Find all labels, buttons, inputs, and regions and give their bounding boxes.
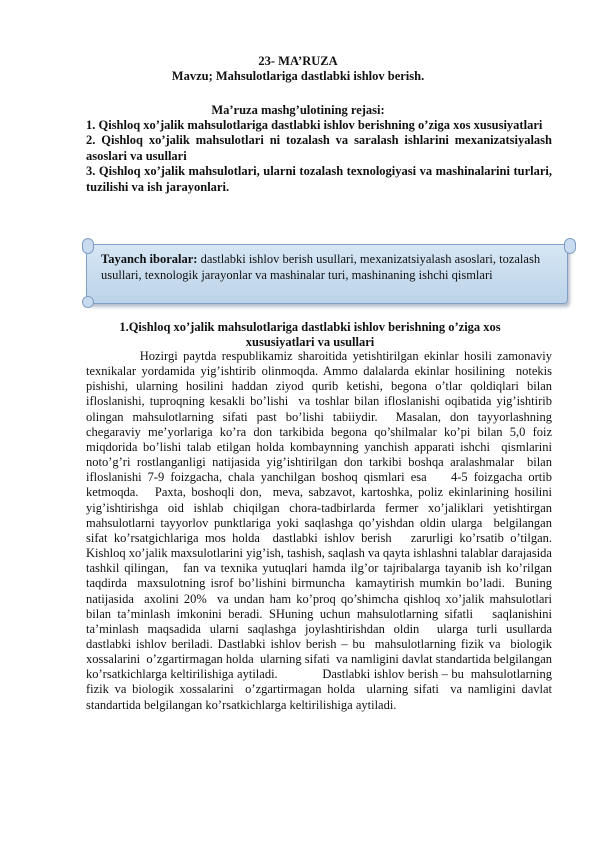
plan-title: Ma’ruza mashg’ulotining rejasi: — [211, 103, 385, 117]
section-title: 1.Qishloq xo’jalik mahsulotlariga dastlabki ishlov berishning o’ziga xos xususiyatlari va usullari — [119, 320, 501, 349]
scroll-body — [86, 244, 568, 304]
plan-list — [86, 118, 552, 195]
scroll-curl-left-icon — [82, 238, 94, 254]
key-terms-scroll-banner — [80, 236, 586, 308]
plan-item-2: 2. Qishloq xo’jalik mahsulotlari ni tozalash va saralash ishlarini mexanizatsiyalash asoslari va usullari — [86, 133, 552, 163]
key-terms-content: dastlabki ishlov berish usullari, mexanizatsiyalash asoslari, tozalash usullari, texnologik jarayonlar va mashinalar turi, mashinaning ishchi qismlari — [101, 252, 541, 282]
key-terms-text — [101, 251, 559, 283]
plan-item-1: 1. Qishloq xo’jalik mahsulotlariga dastlabki ishlov berishning o’ziga xos xususiyatlari — [86, 118, 543, 132]
body-paragraph: Hozirgi paytda respublikamiz sharoitida yetishtirilgan ekinlar hosili zamonaviy texnikalar yordamida yig’ishtirib olinmoqda. Ammo dalalarda ekinlar hosilining notekis pishishi, ularning hosilini haddan ziyod qurib ketishi, begona o’tlar qoldiqlari bilan ifloslanishi, tuproqning kesakli bo’lishi va toshlar bilan ifloslanishi oqibatida yig’ishtirib olingan mahsulotlarning sifati past bo’lishi tabiiydir. Masalan, don tayyorlashning chegaraviy me’yorlariga ko’ra don tarkibida begona qo’shilmalar ko’pi bilan 5,0 foiz miqdorida bo’lishi talab etilgan holda kombaynning yanchish apparati ishchi qismlarini noto’g’ri rostlanganligi natijasida yig’ishtirilgan don tarkibi boshqa aralashmalar bilan ifloslanishi 7-9 foizgacha, chala yanchilgan boshoq qismlari esa 4-5 foizgacha ortib ketmoqda. Paxta, boshoqli don, meva, sabzavot, kartoshka, poliz ekinlarining hosilini yig’ishtirishga oid ishlab chiqilgan chora-tadbirlarda fermer xo’jaliklari yetishtirgan mahsulotlarni tayyorlov punktlariga yoki saqlashga qo’yishdan oldin ularga belgilangan sifat ko’rsatgichlariga mos holda dastlabki ishlov berish zarurligi ko’rsatib o’tilgan. Kishloq xo’jalik maxsulotlarini yig’ish, tashish, saqlash va qayta ishlashni talablar darajasida tashkil qilingan, fan va texnika yutuqlari hamda ilg’or tajribalarga tayanib ish ko’rilgan taqdirda maxsulotning isrof bo’lishini birmuncha kamaytirish mumkin bo’ladi. Buning natijasida axolini 20% va undan ham ko’proq qo’shimcha qishloq xo’jalik mahsulotlari bilan ta’minlash imkonini beradi. SHuning uchun mahsulotlarning sifatli saqlanishini ta’minlash maqsadida ularni saqlashga joylashtirishdan oldin ularga turli usullarda dastlabki ishlov beriladi. Dastlabki ishlov berish – bu mahsulotlarning fizik va biologik xossalarini o’zgartirmagan holda ularning sifati va namligini davlat standartida belgilangan ko’rsatkichlarga keltirilishiga aytiladi. Dastlabki ishlov berish – bu mahsulotlarning fizik va biologik xossalarini o’zgartirmagan holda ularning sifati va namligini davlat standartida belgilangan ko’rsatkichlarga keltirilishiga aytiladi. — [86, 349, 559, 712]
lecture-topic: Mavzu; Mahsulotlariga dastlabki ishlov berish. — [171, 69, 425, 83]
scroll-curl-bottom-icon — [82, 296, 94, 308]
key-terms-label: Tayanch iboralar: — [101, 252, 198, 266]
scroll-curl-right-icon — [564, 238, 576, 254]
section-body — [86, 349, 559, 713]
plan-item-3: 3. Qishloq xo’jalik mahsulotlari, ularni tozalash texnologiyasi va mashinalarini turlari, tuzilishi va ish jarayonlari. — [86, 164, 552, 194]
lecture-number: 23- MA’RUZA — [258, 54, 338, 68]
